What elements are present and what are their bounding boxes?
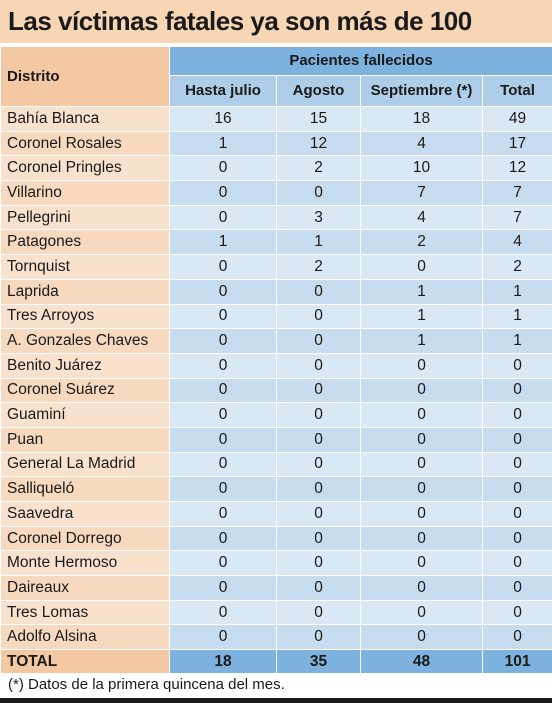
value-cell: 0 — [361, 452, 483, 477]
table-row — [1, 600, 552, 625]
title-bar — [0, 0, 552, 46]
value-cell: 0 — [277, 403, 361, 428]
district-cell: Coronel Suárez — [1, 378, 170, 403]
table-row — [1, 502, 552, 527]
value-cell: 0 — [483, 477, 552, 502]
district-cell: Monte Hermoso — [1, 551, 170, 576]
table-row — [1, 353, 552, 378]
value-cell: 0 — [361, 427, 483, 452]
value-cell: 2 — [277, 255, 361, 280]
value-cell: 0 — [170, 378, 277, 403]
value-cell: 0 — [483, 452, 552, 477]
value-cell: 0 — [170, 255, 277, 280]
column-header-hasta-julio: Hasta julio — [170, 75, 277, 106]
value-cell: 16 — [170, 107, 277, 132]
value-cell: 0 — [483, 502, 552, 527]
district-cell: Villarino — [1, 181, 170, 206]
value-cell: 1 — [170, 131, 277, 156]
value-cell: 0 — [361, 502, 483, 527]
table-row — [1, 279, 552, 304]
group-header: Pacientes fallecidos — [170, 47, 552, 76]
value-cell: 0 — [277, 526, 361, 551]
table-row — [1, 625, 552, 650]
value-cell: 4 — [361, 205, 483, 230]
value-cell: 0 — [277, 427, 361, 452]
column-header-agosto: Agosto — [277, 75, 361, 106]
total-row — [1, 650, 552, 674]
column-header-total: Total — [483, 75, 552, 106]
value-cell: 0 — [170, 329, 277, 354]
value-cell: 0 — [361, 526, 483, 551]
value-cell: 0 — [361, 551, 483, 576]
value-cell: 7 — [361, 181, 483, 206]
value-cell: 0 — [483, 526, 552, 551]
value-cell: 0 — [277, 551, 361, 576]
district-cell: Tornquist — [1, 255, 170, 280]
value-cell: 2 — [277, 156, 361, 181]
value-cell: 1 — [361, 279, 483, 304]
value-cell: 0 — [361, 576, 483, 601]
table-row — [1, 156, 552, 181]
value-cell: 0 — [483, 378, 552, 403]
value-cell: 18 — [361, 107, 483, 132]
value-cell: 0 — [170, 205, 277, 230]
table-row — [1, 255, 552, 280]
district-cell: Coronel Dorrego — [1, 526, 170, 551]
value-cell: 0 — [170, 477, 277, 502]
value-cell: 0 — [361, 625, 483, 650]
value-cell: 0 — [170, 279, 277, 304]
column-header-septiembre: Septiembre (*) — [361, 75, 483, 106]
value-cell: 0 — [170, 304, 277, 329]
value-cell: 0 — [170, 181, 277, 206]
district-cell: Puan — [1, 427, 170, 452]
district-cell: Saavedra — [1, 502, 170, 527]
table-row — [1, 131, 552, 156]
table-row — [1, 230, 552, 255]
value-cell: 0 — [277, 353, 361, 378]
district-cell: General La Madrid — [1, 452, 170, 477]
value-cell: 0 — [361, 255, 483, 280]
value-cell: 17 — [483, 131, 552, 156]
value-cell: 0 — [170, 156, 277, 181]
value-cell: 0 — [277, 452, 361, 477]
table-row — [1, 526, 552, 551]
value-cell: 0 — [361, 600, 483, 625]
value-cell: 1 — [361, 329, 483, 354]
district-cell: Daireaux — [1, 576, 170, 601]
district-cell: Adolfo Alsina — [1, 625, 170, 650]
total-cell: 101 — [483, 650, 552, 674]
value-cell: 7 — [483, 181, 552, 206]
value-cell: 0 — [277, 304, 361, 329]
total-cell: 48 — [361, 650, 483, 674]
district-cell: Laprida — [1, 279, 170, 304]
value-cell: 0 — [277, 477, 361, 502]
value-cell: 12 — [483, 156, 552, 181]
value-cell: 0 — [277, 279, 361, 304]
table-row — [1, 477, 552, 502]
value-cell: 0 — [170, 576, 277, 601]
footnote: (*) Datos de la primera quincena del mes. — [8, 676, 285, 694]
value-cell: 2 — [483, 255, 552, 280]
value-cell: 0 — [277, 181, 361, 206]
value-cell: 1 — [483, 279, 552, 304]
value-cell: 0 — [277, 600, 361, 625]
value-cell: 0 — [277, 576, 361, 601]
value-cell: 7 — [483, 205, 552, 230]
value-cell: 2 — [361, 230, 483, 255]
district-cell: Coronel Rosales — [1, 131, 170, 156]
value-cell: 0 — [170, 625, 277, 650]
district-cell: Tres Arroyos — [1, 304, 170, 329]
value-cell: 3 — [277, 205, 361, 230]
table-row — [1, 181, 552, 206]
value-cell: 0 — [277, 378, 361, 403]
value-cell: 10 — [361, 156, 483, 181]
table-row — [1, 378, 552, 403]
value-cell: 4 — [483, 230, 552, 255]
value-cell: 49 — [483, 107, 552, 132]
value-cell: 0 — [483, 427, 552, 452]
value-cell: 0 — [483, 551, 552, 576]
value-cell: 0 — [170, 600, 277, 625]
value-cell: 0 — [277, 502, 361, 527]
table-row — [1, 551, 552, 576]
table-row — [1, 205, 552, 230]
district-cell: Benito Juárez — [1, 353, 170, 378]
value-cell: 0 — [483, 353, 552, 378]
value-cell: 0 — [483, 576, 552, 601]
value-cell: 0 — [170, 353, 277, 378]
value-cell: 1 — [277, 230, 361, 255]
table-row — [1, 452, 552, 477]
value-cell: 0 — [170, 403, 277, 428]
district-cell: Pellegrini — [1, 205, 170, 230]
table-row — [1, 403, 552, 428]
value-cell: 0 — [170, 502, 277, 527]
value-cell: 1 — [483, 304, 552, 329]
district-cell: Coronel Pringles — [1, 156, 170, 181]
value-cell: 0 — [361, 477, 483, 502]
table-body — [1, 107, 552, 650]
deaths-table — [0, 46, 552, 674]
table-row — [1, 576, 552, 601]
table-row — [1, 107, 552, 132]
district-cell: Tres Lomas — [1, 600, 170, 625]
district-column-header: Distrito — [1, 47, 170, 107]
total-cell: 35 — [277, 650, 361, 674]
value-cell: 0 — [361, 403, 483, 428]
value-cell: 15 — [277, 107, 361, 132]
district-cell: A. Gonzales Chaves — [1, 329, 170, 354]
district-cell: Patagones — [1, 230, 170, 255]
value-cell: 1 — [361, 304, 483, 329]
total-label: TOTAL — [1, 650, 170, 674]
value-cell: 0 — [170, 526, 277, 551]
table-row — [1, 329, 552, 354]
value-cell: 0 — [170, 452, 277, 477]
value-cell: 0 — [361, 378, 483, 403]
district-cell: Guaminí — [1, 403, 170, 428]
value-cell: 0 — [361, 353, 483, 378]
total-cell: 18 — [170, 650, 277, 674]
bottom-divider — [0, 698, 552, 703]
value-cell: 4 — [361, 131, 483, 156]
value-cell: 12 — [277, 131, 361, 156]
value-cell: 1 — [170, 230, 277, 255]
value-cell: 0 — [483, 600, 552, 625]
value-cell: 0 — [277, 329, 361, 354]
value-cell: 0 — [277, 625, 361, 650]
table-row — [1, 304, 552, 329]
value-cell: 1 — [483, 329, 552, 354]
district-cell: Salliqueló — [1, 477, 170, 502]
district-cell: Bahía Blanca — [1, 107, 170, 132]
page-title: Las víctimas fatales ya son más de 100 — [8, 6, 472, 36]
value-cell: 0 — [170, 427, 277, 452]
table-row — [1, 427, 552, 452]
value-cell: 0 — [483, 403, 552, 428]
value-cell: 0 — [483, 625, 552, 650]
value-cell: 0 — [170, 551, 277, 576]
